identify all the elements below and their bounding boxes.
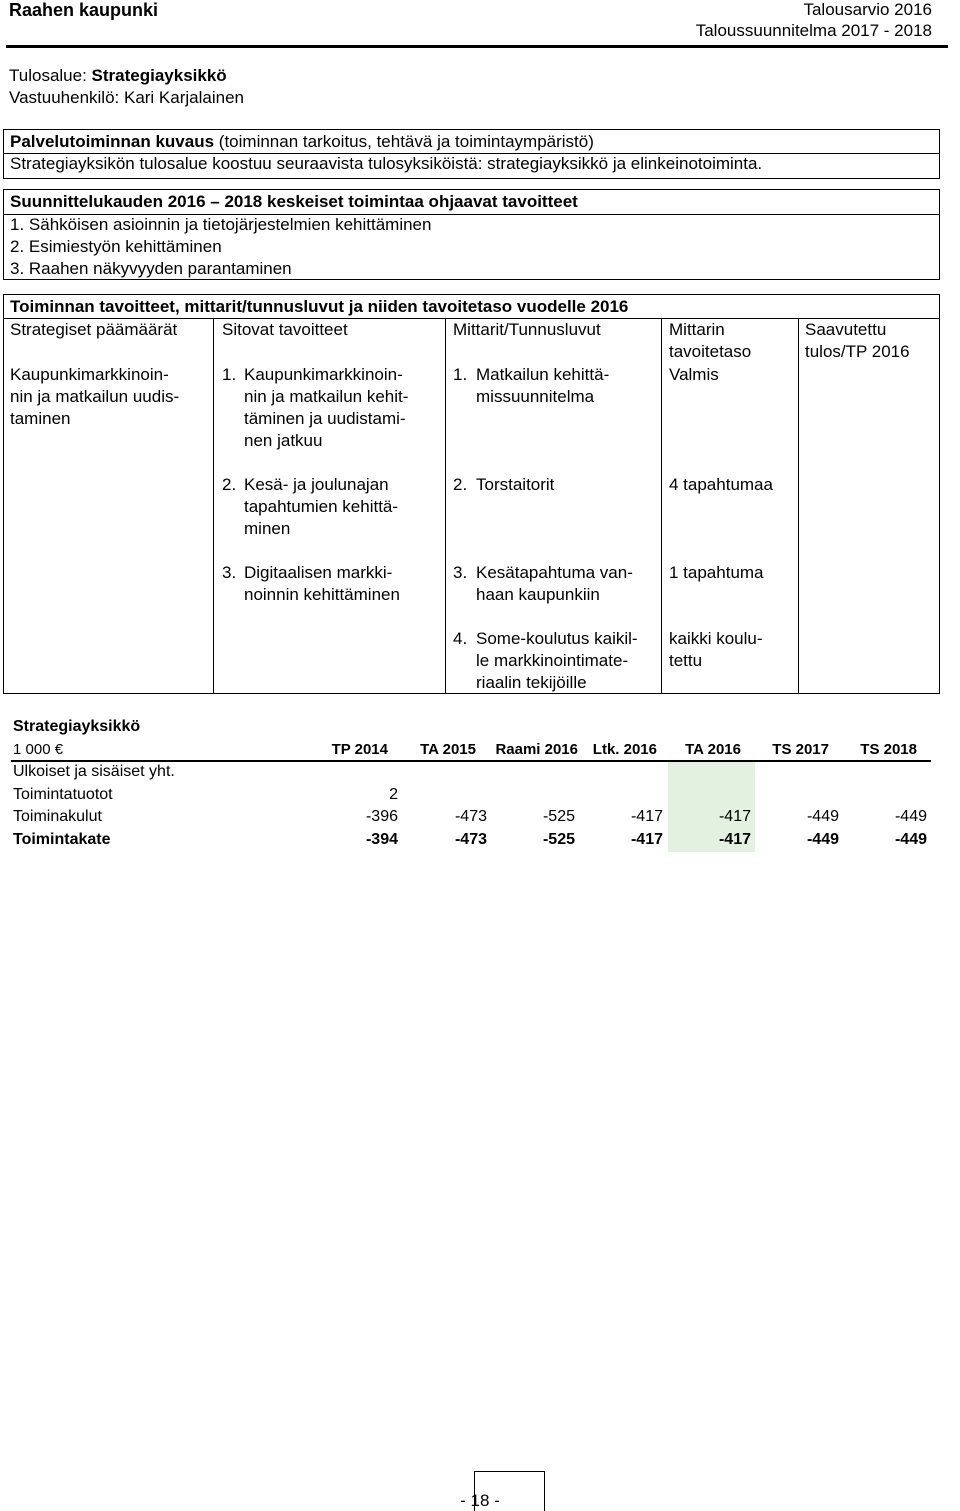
strategic-goal-line: Kaupunkimarkkinoin- (10, 365, 169, 384)
column-divider (445, 318, 446, 693)
finance-cell: -449 (806, 808, 839, 825)
col-header-strategic: Strategiset päämäärät (10, 320, 178, 339)
finance-cell: -417 (630, 808, 663, 825)
responsible-person: Vastuuhenkilö: Kari Karjalainen (9, 88, 244, 107)
finance-row-label: Toiminakulut (13, 808, 102, 825)
col-header-target: tavoitetaso (669, 342, 752, 361)
finance-title: Strategiayksikkö (13, 718, 141, 735)
header-rule (6, 45, 948, 48)
finance-cell: -417 (718, 831, 751, 848)
metric-target: kaikki koulu- (669, 629, 763, 648)
goals-table-title: Toiminnan tavoitteet, mittarit/tunnusluvut ja niiden tavoitetaso vuodelle 2016 (10, 297, 629, 316)
goals-table (3, 294, 940, 694)
metric-line: Matkailun kehittä- (476, 365, 610, 384)
service-description-title (10, 132, 594, 152)
metric-number: 4. (453, 629, 468, 648)
finance-row-label: Toimintatuotot (13, 786, 113, 803)
finance-col-header: Ltk. 2016 (592, 741, 657, 758)
finance-row-label: Toimintakate (13, 831, 111, 848)
finance-cell: -394 (365, 831, 398, 848)
metric-target: 4 tapahtumaa (669, 475, 773, 494)
planning-goal-item: 3. Raahen näkyvyyden parantaminen (10, 259, 292, 278)
strategic-goal-line: nin ja matkailun uudis- (10, 387, 180, 406)
finance-cell: -525 (542, 808, 575, 825)
planning-goals-title: Suunnittelukauden 2016 – 2018 keskeiset toimintaa ohjaavat tavoitteet (10, 192, 578, 211)
metric-line: haan kaupunkiin (476, 585, 600, 604)
col-header-metrics: Mittarit/Tunnusluvut (453, 320, 601, 339)
col-header-target: Mittarin (669, 320, 725, 339)
city-name: Raahen kaupunki (9, 0, 159, 20)
finance-col-header: TP 2014 (331, 741, 388, 758)
finance-cell: -525 (542, 831, 575, 848)
page-number: - 18 - (460, 1491, 500, 1510)
binding-goal-line: nin ja matkailun kehit- (244, 387, 409, 406)
planning-goal-item: 2. Esimiestyön kehittäminen (10, 237, 222, 256)
finance-cell: -449 (806, 831, 839, 848)
strategic-goal-line: taminen (10, 409, 71, 428)
binding-goal-number: 3. (222, 563, 237, 582)
plan-title: Taloussuunnitelma 2017 - 2018 (695, 21, 932, 40)
finance-cell: -417 (630, 831, 663, 848)
finance-col-header: TA 2015 (420, 741, 476, 758)
finance-cell: -449 (894, 831, 927, 848)
finance-header-rule (11, 760, 931, 762)
finance-col-header: Raami 2016 (495, 741, 578, 758)
finance-col-header: TS 2017 (772, 741, 829, 758)
column-divider (661, 318, 662, 693)
finance-cell: -417 (718, 808, 751, 825)
result-area-name: Strategiayksikkö (91, 66, 227, 85)
finance-cell: -449 (894, 808, 927, 825)
binding-goal-line: Digitaalisen markki- (244, 563, 393, 582)
result-area-label: Tulosalue: (9, 66, 92, 85)
finance-cell: 2 (389, 786, 398, 803)
binding-goal-line: täminen ja uudistami- (244, 409, 406, 428)
col-header-achieved: Saavutettu (805, 320, 887, 339)
finance-cell: -473 (454, 831, 487, 848)
service-description-title-rest: (toiminnan tarkoitus, tehtävä ja toimintaympäristö) (214, 132, 594, 151)
binding-goal-line: Kesä- ja joulunajan (244, 475, 389, 494)
service-description-text: Strategiayksikön tulosalue koostuu seuraavista tulosyksiköistä: strategiayksikkö ja elinkeinotoiminta. (10, 154, 763, 173)
service-description-title-bold: Palvelutoiminnan kuvaus (10, 132, 215, 151)
finance-col-header: TA 2016 (685, 741, 741, 758)
binding-goal-line: minen (244, 519, 291, 538)
metric-target: 1 tapahtuma (669, 563, 764, 582)
budget-title: Talousarvio 2016 (803, 0, 932, 19)
metric-line: riaalin tekijöille (476, 673, 587, 692)
metric-number: 3. (453, 563, 468, 582)
planning-goals-box (3, 189, 940, 280)
binding-goal-line: Kaupunkimarkkinoin- (244, 365, 403, 384)
binding-goal-line: noinnin kehittäminen (244, 585, 400, 604)
binding-goal-line: tapahtumien kehittä- (244, 497, 399, 516)
metric-target: Valmis (669, 365, 719, 384)
metric-line: Kesätapahtuma van- (476, 563, 633, 582)
metric-number: 2. (453, 475, 468, 494)
col-header-binding: Sitovat tavoitteet (222, 320, 348, 339)
metric-line: missuunnitelma (476, 387, 595, 406)
finance-row-label: Ulkoiset ja sisäiset yht. (13, 763, 175, 780)
finance-col-header: TS 2018 (860, 741, 917, 758)
col-header-achieved: tulos/TP 2016 (805, 342, 910, 361)
column-divider (213, 318, 214, 693)
metric-line: Torstaitorit (476, 475, 555, 494)
finance-cell: -473 (454, 808, 487, 825)
metric-target: tettu (669, 651, 703, 670)
result-area (9, 65, 227, 87)
binding-goal-number: 1. (222, 365, 237, 384)
column-divider (798, 318, 799, 693)
planning-goal-item: 1. Sähköisen asioinnin ja tietojärjestelmien kehittäminen (10, 215, 432, 234)
binding-goal-line: nen jatkuu (244, 431, 323, 450)
finance-unit: 1 000 € (13, 741, 64, 758)
metric-line: le markkinointimate- (476, 651, 629, 670)
finance-cell: -396 (365, 808, 398, 825)
metric-line: Some-koulutus kaikil- (476, 629, 638, 648)
metric-number: 1. (453, 365, 468, 384)
service-description-box (3, 129, 940, 179)
binding-goal-number: 2. (222, 475, 237, 494)
